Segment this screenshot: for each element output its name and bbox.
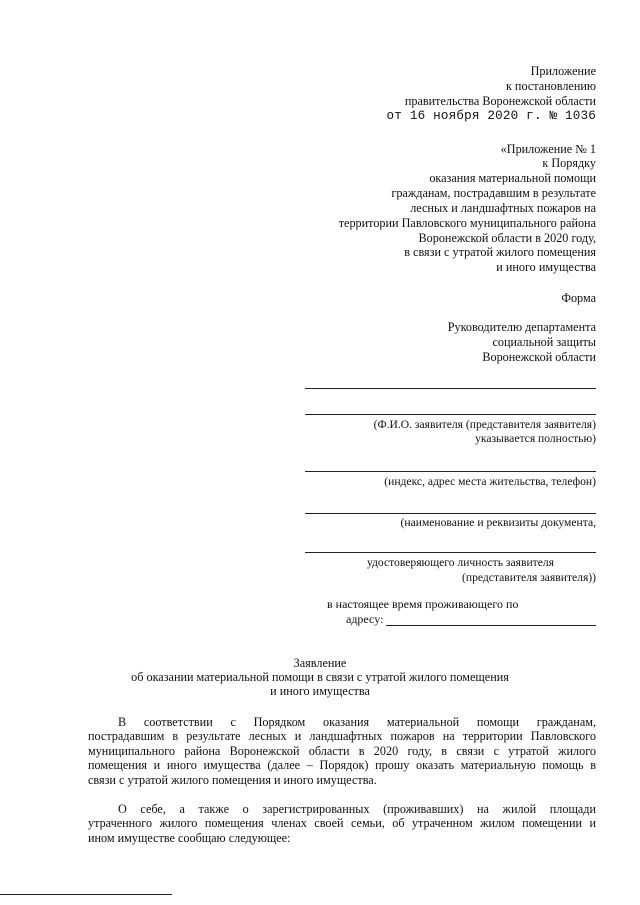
applicant-blank-line[interactable]: [305, 388, 596, 389]
appendix-ref-line: в связи с утратой жилого помещения: [404, 245, 596, 259]
paragraph-line: помещения и иного имущества (далее – Порядок) прошу оказать материальную помощь в: [88, 758, 596, 773]
paragraph-line: утраченного жилого помещения членах своей семьи, об утраченном жилом помещении и: [88, 816, 596, 831]
residing-text: в настоящее время проживающего по: [327, 597, 519, 611]
residing-address-label: адресу:: [346, 612, 384, 626]
appendix-resolution-ref: к постановлению: [505, 79, 596, 93]
paragraph-line: связи с утратой жилого помещения и иного имущества.: [88, 772, 377, 787]
appendix-ref-line: лесных и ландшафтных пожаров на: [410, 201, 596, 215]
document-line-2[interactable]: [305, 552, 596, 553]
resolution-date-number: от 16 ноября 2020 г. № 1036: [386, 109, 596, 123]
document-caption-2: удостоверяющего личность заявителя: [366, 556, 554, 569]
statement-title: Заявление: [293, 656, 347, 670]
body-paragraph-1: [88, 715, 596, 787]
applicant-name-line[interactable]: [305, 414, 596, 415]
document-caption: (наименование и реквизиты документа,: [400, 516, 596, 529]
document-caption-3: (представителя заявителя)): [462, 571, 596, 584]
paragraph-line: муниципального района Воронежской области в 2020 году, в связи с утратой жилого: [88, 743, 596, 758]
footnote-separator: [0, 894, 172, 895]
paragraph-line: В соответствии с Порядком оказания материальной помощи гражданам,: [118, 715, 596, 729]
appendix-ref-line: и иного имущества: [496, 260, 596, 274]
fio-caption: (Ф.И.О. заявителя (представителя заявителя): [373, 418, 596, 431]
fio-caption-2: указывается полностью): [475, 432, 596, 445]
address-caption: (индекс, адрес места жительства, телефон): [384, 475, 596, 488]
appendix-ref-line: гражданам, пострадавшим в результате: [391, 186, 596, 200]
paragraph-line: ином имуществе сообщаю следующее:: [88, 830, 291, 845]
appendix-ref-line: к Порядку: [542, 156, 596, 170]
addressee-line: социальной защиты: [492, 335, 596, 349]
appendix-ref-line: «Приложение № 1: [500, 142, 596, 156]
residing-address-line[interactable]: [386, 625, 596, 626]
appendix-ref-line: Воронежской области в 2020 году,: [418, 231, 596, 245]
document-line[interactable]: [305, 513, 596, 514]
paragraph-line: пострадавшим в результате лесных и ландшафтных пожаров на территории Павловского: [88, 729, 596, 744]
addressee-line: Воронежской области: [482, 350, 596, 364]
statement-subtitle-2: и иного имущества: [270, 684, 370, 698]
body-paragraph-2: [88, 802, 596, 845]
address-line[interactable]: [305, 471, 596, 472]
appendix-ref-line: оказания материальной помощи: [429, 171, 596, 185]
paragraph-line: О себе, а также о зарегистрированных (проживавших) на жилой площади: [118, 802, 596, 816]
statement-subtitle: об оказании материальной помощи в связи с утратой жилого помещения: [131, 670, 509, 684]
form-label: Форма: [561, 291, 596, 305]
appendix-ref-line: территории Павловского муниципального района: [338, 216, 596, 230]
appendix-heading: Приложение: [530, 64, 596, 78]
addressee-line: Руководителю департамента: [447, 320, 596, 334]
appendix-government: правительства Воронежской области: [404, 94, 596, 108]
